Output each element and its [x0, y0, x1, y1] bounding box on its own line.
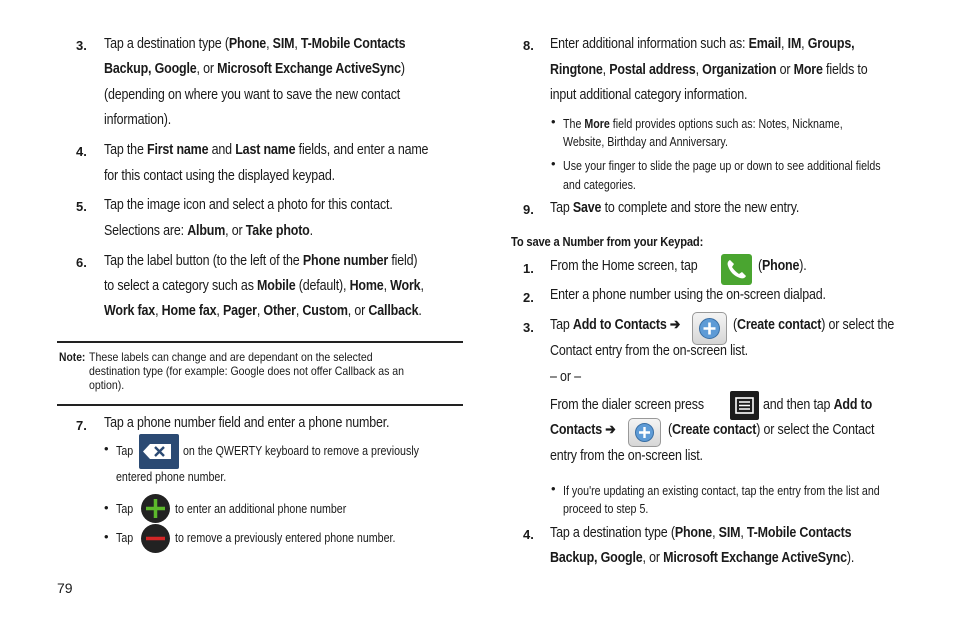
add-contact-icon — [628, 418, 661, 447]
note-box: Note: These labels can change and are dependant on the selected destination type (for example: Google does not offer Callback as an option). — [57, 341, 463, 406]
backspace-delete-icon — [139, 434, 179, 469]
page-number: 79 — [57, 580, 73, 596]
section-heading: To save a Number from your Keypad: — [511, 234, 704, 249]
menu-key-icon — [730, 391, 759, 420]
red-minus-icon — [141, 524, 170, 553]
phone-app-icon — [721, 254, 752, 285]
green-plus-icon — [141, 494, 170, 523]
